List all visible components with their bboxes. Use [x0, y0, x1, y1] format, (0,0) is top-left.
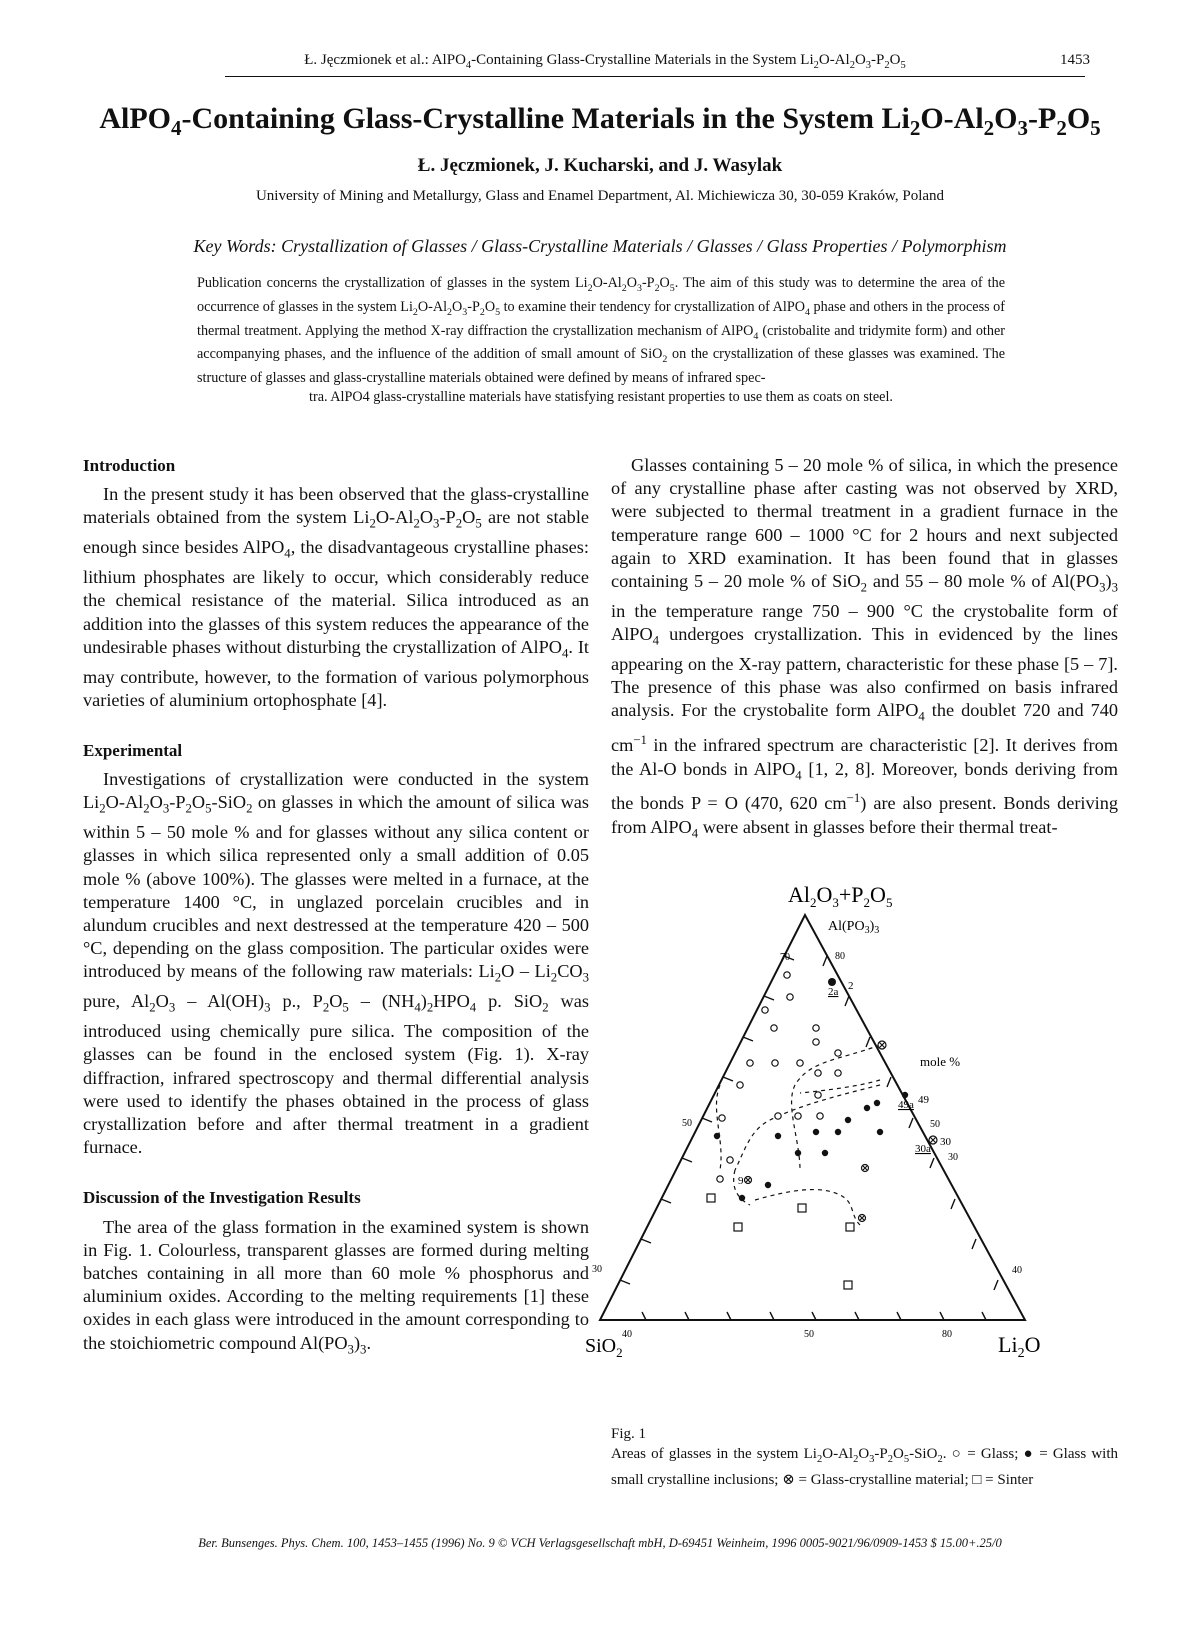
left-column [83, 454, 589, 1362]
sample-label-49: 49 [918, 1094, 929, 1106]
experimental-heading: Experimental [83, 741, 183, 760]
tick-right-40: 40 [1012, 1265, 1022, 1276]
tick-bottom-40: 40 [622, 1329, 632, 1340]
sinter-points [707, 1194, 854, 1289]
corner-label-li2o: $Li_2O$ [998, 1332, 1041, 1361]
sample-label-2: 2 [848, 980, 854, 992]
figure-caption [611, 1424, 1118, 1490]
apex-label-top: $Al_2O_3+P_2O_5$ [788, 882, 893, 910]
point-2 [828, 978, 836, 986]
introduction-paragraph: In the present study it has been observed that the glass-crystalline materials obtained from the system $Li_2O-Al_2O_3-P_2O_5$ are not stable enough since besides AlPO$_4$, the disadvantageous crystalline phases: lithium phosphates are likely to occur, which considerably reduce the chemical resistance of the material. Silica introduced as an addition into the glasses of this system reduces the appearance of the undesirable phases without disturbing the crystallization of AlPO$_4$. It may contribute, however, to the formation of various polymorphous varieties of aluminium ortophosphate [4]. [83, 484, 590, 710]
apex-sublabel: $Al(PO_3)_3$ [828, 919, 880, 936]
tick-top-80: 80 [835, 951, 845, 962]
authors: Ł. Jęczmionek, J. Kucharski, and J. Wasylak [417, 155, 783, 176]
glass-points [717, 972, 841, 1182]
discussion-heading: Discussion of the Investigation Results [83, 1188, 361, 1208]
sample-label-30a: 30a [915, 1143, 931, 1155]
introduction-heading: Introduction [83, 456, 176, 475]
running-head-text: Ł. Jęczmionek et al.: AlPO$_4$-Containing Glass-Crystalline Materials in the System $Li_2O-Al_2O_3-P_2O_5$ [304, 52, 906, 71]
abstract: Publication concerns the crystallization of glasses in the system $Li_2O-Al_2O_3-P_2O_5$. The aim of this study was to determine the area of the occurrence of glasses in the system $Li_2O-Al_2O_3-P_2O_5$ to examine their tendency for crystallization of AlPO$_4$ phase and others in the process of thermal treatment. Applying the method X-ray diffraction the crystallization mechanism of AlPO$_4$ (cristobalite and tridymite form) and other accompanying phases, and the influence of the addition of small amount of SiO$_2$ on the crystallization of these glasses was examined. The structure of glasses and glass-crystalline materials obtained were defined by means of infrared spec- tra. AlPO4 glass-crystalline materials have statisfying resistant properties to use them as coats on steel. [197, 275, 1005, 406]
tick-right-30: 30 [948, 1152, 958, 1163]
header-rule [225, 76, 1085, 77]
corner-label-sio2: SiO$_2$ [585, 1335, 623, 1360]
journal-footer: Ber. Bunsenges. Phys. Chem. 100, 1453–1455 (1996) No. 9 © VCH Verlagsgesellschaft mbH, D-69451 Weinheim, 1996 0005-9021/96/0909-1453 $ 15.00+.25/0 [198, 1536, 1002, 1550]
tick-left-70: 70 [780, 952, 790, 963]
abstract-last-line: tra. AlPO4 glass-crystalline materials have statisfying resistant properties to use them as coats on steel. [309, 389, 893, 406]
figure-caption-text: Areas of glasses in the system $Li_2O-Al_2O_3-P_2O_5-SiO_2$. ○ = Glass; ● = Glass with small crystalline inclusions; ⊗ = Glass-crystalline material; □ = Sinter [611, 1446, 1118, 1488]
point-49 [902, 1092, 908, 1098]
right-column-paragraph: Glasses containing 5 – 20 mole % of silica, in which the presence of any crystalline phase after casting was not observed by XRD, were subjected to thermal treatment in a gradient furnace in the temperature range 600 – 1000 °C for 2 hours and next subjected again to XRD examination. It has been found that in glasses containing 5 – 20 mole % of SiO$_2$ and 55 – 80 mole % of $Al(PO_3)_3$ in the temperature range 750 – 900 °C the crystobalite form of AlPO$_4$ undergoes crystallization. This in evidenced by the lines appearing on the X-ray pattern, characteristic for these phase [5 – 7]. The presence of this phase was also confirmed on basis infrared analysis. For the crystobalite form AlPO$_4$ the doublet 720 and 740 $cm^{-1}$ in the infrared spectrum are characteristic [2]. It derives from the Al-O bonds in AlPO$_4$ [1, 2, 8]. Moreover, bonds deriving from the bonds P = O (470, 620 $cm^{-1}$) are also present. Bonds deriving from AlPO$_4$ were absent in glasses before their thermal treat- [611, 455, 1119, 841]
discussion-paragraph: The area of the glass formation in the examined system is shown in Fig. 1. Colourless, transparent glasses are formed during melting batches containing in all more than 60 mole % phosphorus and aluminium oxides. According to the melting requirements [1] these oxides in each glass were introduced in the amount corresponding to the stoichiometric compound $Al(PO_3)_3$. [83, 1216, 589, 1357]
sample-label-9: 9 [738, 1175, 744, 1187]
experimental-paragraph: Investigations of crystallization were conducted in the system $Li_2O-Al_2O_3-P_2O_5-SiO_2$ on glasses in which the amount of silica was within 5 – 50 mole % and for glasses without any silica content or glasses in which silica represented only a small addition of 0.05 mole % (above 100%). The glasses were melted in a furnace, at the temperature 1400 °C, in unglazed porcelain crucibles and in alundum crucibles and next destressed at the temperature 420 – 500 °C, depending on the glass composition. The particular oxides were introduced by means of the following raw materials: $Li_2O - Li_2CO_3$ pure, $Al_2O_3 - Al(OH)_3$ p., $P_2O_5 - (NH_4)_2HPO_4$ p. SiO$_2$ was introduced using chemically pure silica. The composition of the glasses can be found in the enclosed system (Fig. 1). X-ray diffraction, infrared spectroscopy and thermal differential analysis were used to identify the phases obtained in the process of glass crystallization before and after thermal treatment in a gradient furnace. [83, 769, 589, 1158]
sample-label-30: 30 [940, 1136, 951, 1148]
sample-label-2a: 2a [828, 986, 839, 998]
affiliation: University of Mining and Metallurgy, Glass and Enamel Department, Al. Michiewicza 30, 30-059 Kraków, Poland [255, 188, 945, 204]
tick-bottom-80: 80 [942, 1329, 952, 1340]
unit-label: mole % [920, 1054, 961, 1069]
page-number: 1453 [1060, 52, 1090, 68]
paper-title: AlPO$_4$-Containing Glass-Crystalline Materials in the System $Li_2O-Al_2O_3-P_2O_5$ [99, 102, 1101, 140]
tick-bottom-50: 50 [804, 1329, 814, 1340]
right-column [611, 454, 1118, 846]
tick-left-50: 50 [682, 1118, 692, 1129]
sample-label-49a: 49a [898, 1099, 914, 1111]
tick-right-50: 50 [930, 1119, 940, 1130]
tick-left-30: 30 [592, 1264, 602, 1275]
figure-label: Fig. 1 [611, 1426, 647, 1442]
keywords: Key Words: Crystallization of Glasses / Glass-Crystalline Materials / Glasses / Glass Properties / Polymorphism [193, 236, 1007, 256]
ternary-diagram [580, 870, 1080, 1415]
triangle-outline [600, 915, 1025, 1320]
